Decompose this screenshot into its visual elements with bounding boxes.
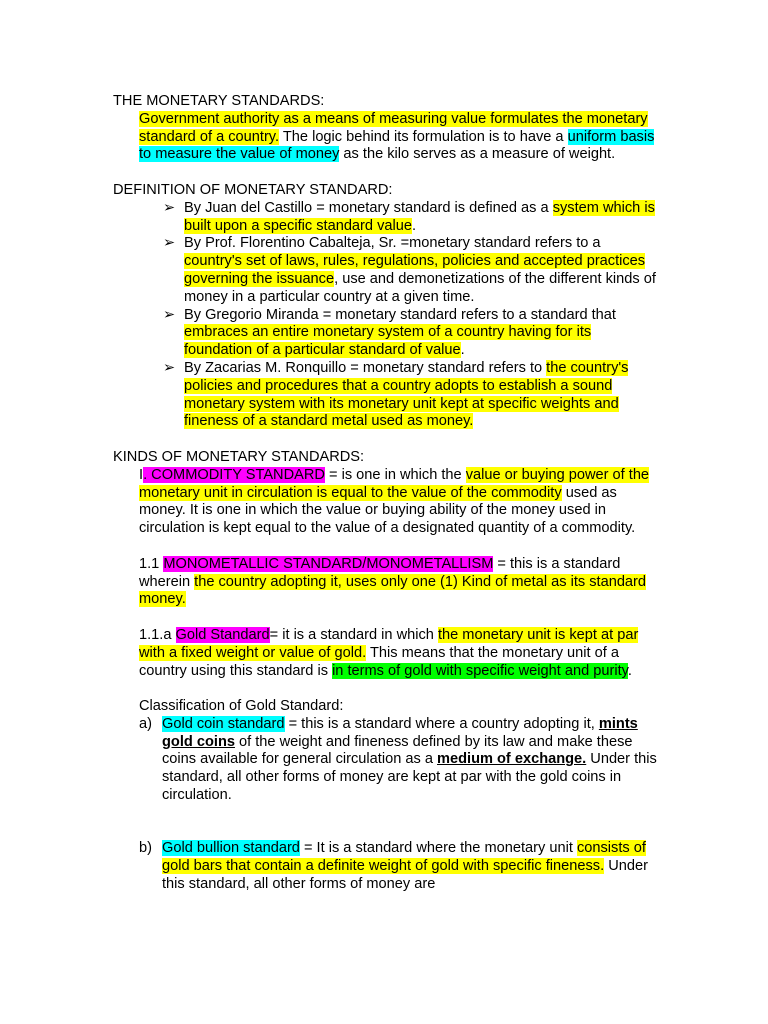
- term-highlight: Gold bullion standard: [162, 840, 300, 857]
- highlight-text: value or buying power of the monetary unit in circulation is equal to the value of the commodity: [139, 466, 650, 501]
- highlight-text: country's set of laws, rules, regulations, policies and accepted practices governing the issuance: [184, 253, 646, 287]
- spacer: [113, 680, 661, 698]
- term-highlight: MONOMETALLIC STANDARD/MONOMETALLISM: [163, 555, 494, 572]
- body-text: By Zacarias M. Ronquillo = monetary standard refers to: [184, 359, 547, 376]
- highlight-text: Government authority as a means of measuring value formulates the monetary standard of a country.: [139, 110, 648, 145]
- spacer: [113, 431, 661, 449]
- paragraph-gold-standard: [113, 627, 661, 680]
- body-text: , use and demonetizations of the different kinds of money in a particular country at a given time.: [184, 270, 656, 305]
- highlight-text: in terms of gold with specific weight and purity: [332, 662, 628, 679]
- arrow-bullet-icon: ➢: [163, 235, 176, 252]
- list-item-gold-coin: [113, 716, 661, 805]
- body-text: By Gregorio Miranda = monetary standard refers to a standard that: [184, 306, 616, 323]
- highlight-text: system which is built upon a specific standard value: [184, 199, 655, 234]
- spacer: [113, 609, 661, 627]
- body-text: 1.1.a: [139, 626, 176, 643]
- arrow-bullet-icon: ➢: [163, 199, 176, 216]
- body-text: = It is a standard where the monetary unit: [299, 840, 577, 857]
- list-item-gold-bullion: [113, 840, 661, 893]
- highlight-text: the monetary unit is kept at par with a fixed weight or value of gold.: [139, 626, 639, 661]
- list-item: [163, 306, 661, 360]
- body-text: = it is a standard in which: [269, 626, 438, 643]
- body-text: = this is a standard wherein: [139, 555, 621, 590]
- highlight-text: the country adopting it, uses only one (1) Kind of metal as its standard money.: [139, 573, 647, 608]
- body-text: = this is a standard where a country adopting it,: [284, 715, 599, 732]
- body-text: 1.1: [139, 555, 164, 572]
- body-text: used as money. It is one in which the value or buying ability of the money used in circulation is kept equal to the value of a designated quantity of a commodity.: [139, 484, 636, 537]
- list-label: b): [139, 840, 152, 857]
- document-body: [113, 93, 661, 894]
- body-text: This means that the monetary unit of a country using this standard is: [139, 644, 619, 679]
- heading-classification: Classification of Gold Standard:: [139, 698, 344, 715]
- highlight-text: the country's policies and procedures that a country adopts to establish a sound monetary system with its monetary unit kept at specific weights and fineness of a standard metal used as money.: [184, 359, 629, 430]
- heading-kinds: KINDS OF MONETARY STANDARDS:: [113, 448, 365, 465]
- body-text: Under this standard, all other forms of money are kept at par with the gold coins in circulation.: [162, 751, 657, 804]
- body-text: as the kilo serves as a measure of weight.: [339, 146, 616, 163]
- heading-definition: DEFINITION OF MONETARY STANDARD:: [113, 181, 393, 198]
- body-text: By Prof. Florentino Cabalteja, Sr. =monetary standard refers to a: [184, 235, 601, 252]
- highlight-text: uniform basis to measure the value of money: [139, 128, 655, 163]
- spacer: [113, 805, 661, 823]
- body-text: By Juan del Castillo = monetary standard is defined as a: [184, 199, 553, 216]
- spacer: [113, 823, 661, 841]
- paragraph-monometallic: [113, 556, 661, 609]
- bold-text: mints gold coins: [162, 715, 638, 750]
- term-highlight: . COMMODITY STANDARD: [143, 466, 325, 483]
- arrow-bullet-icon: ➢: [163, 306, 176, 323]
- spacer: [113, 538, 661, 556]
- arrow-bullet-icon: ➢: [163, 359, 176, 376]
- term-highlight: Gold coin standard: [162, 715, 285, 732]
- paragraph-commodity-standard: [113, 467, 661, 538]
- highlight-text: consists of gold bars that contain a definite weight of gold with specific fineness.: [162, 840, 646, 875]
- list-label: a): [139, 715, 152, 732]
- highlight-text: embraces an entire monetary system of a country having for its foundation of a particular standard of value: [184, 324, 592, 359]
- body-text: .: [627, 662, 632, 679]
- body-text: .: [460, 342, 465, 359]
- body-text: I: [139, 466, 144, 483]
- heading-monetary-standards: THE MONETARY STANDARDS:: [113, 93, 325, 109]
- term-highlight: Gold Standard: [175, 626, 270, 643]
- body-text: Under this standard, all other forms of money are: [162, 858, 648, 893]
- spacer: [113, 164, 661, 182]
- list-item: [163, 235, 661, 306]
- body-text: .: [411, 217, 417, 234]
- body-text: of the weight and fineness defined by its law and make these coins available for general circulation as a: [162, 733, 633, 768]
- bold-text: medium of exchange.: [437, 751, 587, 768]
- body-text: = is one in which the: [324, 466, 466, 483]
- body-text: The logic behind its formulation is to have a: [279, 128, 568, 145]
- paragraph-intro: [113, 111, 661, 164]
- definition-list: [113, 200, 661, 431]
- list-item: [163, 199, 661, 236]
- list-item: [163, 359, 661, 431]
